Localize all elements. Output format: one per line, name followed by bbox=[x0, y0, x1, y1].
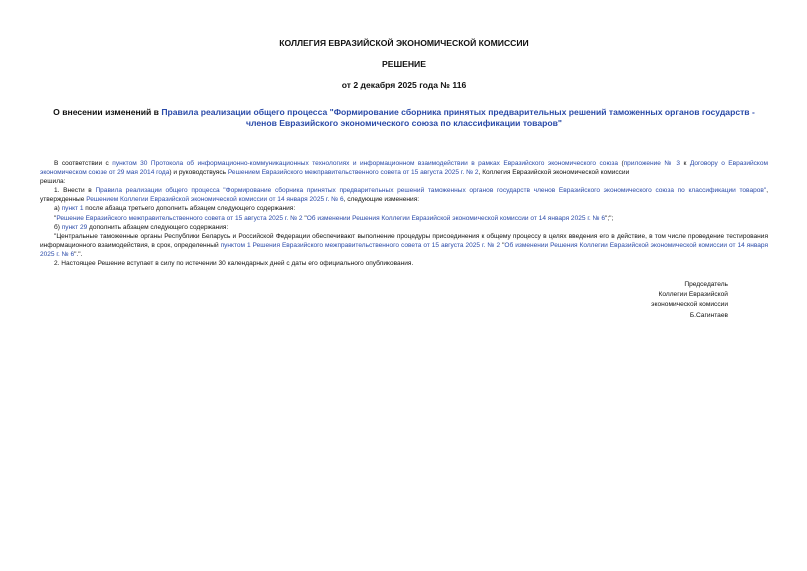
signature-org-line-2: экономической комиссии bbox=[651, 301, 728, 309]
item-a-text: а) bbox=[54, 205, 62, 213]
quote-a-text: ";"; bbox=[605, 214, 614, 222]
item-1-text: 1. Внести в bbox=[54, 187, 96, 195]
link-point-29[interactable]: пункт 29 bbox=[61, 223, 88, 231]
quote-b-text: "Центральные таможенные органы Республики Беларусь и Российской Федерации обеспечивают выполнение процедуры присоединения к общему процессу в целях введения его в действие, в том числе проведение тестирования информационного взаимодействия, в срок, определенный bbox=[40, 232, 768, 249]
decided-line: решила: bbox=[40, 178, 66, 186]
quote-b-text: " bbox=[500, 241, 505, 249]
issuing-authority: КОЛЛЕГИЯ ЕВРАЗИЙСКОЙ ЭКОНОМИЧЕСКОЙ КОМИССИИ bbox=[279, 38, 529, 48]
link-eaeu-treaty[interactable]: Договору о Евразийском экономическом союзе от 29 мая 2014 года bbox=[40, 160, 769, 177]
link-amend-decision-6-b[interactable]: Об изменении Решения Коллегии Евразийской экономической комиссии от 14 января 2025 г. № 6 bbox=[40, 241, 768, 258]
document-subject bbox=[40, 107, 768, 129]
signature-name: Б.Сагинтаев bbox=[689, 311, 728, 319]
subject-prefix: О внесении изменений в bbox=[53, 107, 162, 117]
subject-link-rules[interactable]: Правила реализации общего процесса "Формирование сборника принятых предварительных решений таможенных органов государств - членов Евразийского экономического союза по классификации товаров" bbox=[161, 107, 755, 128]
signature-org-line-1: Коллегии Евразийской bbox=[658, 291, 728, 299]
preamble-text: , Коллегия Евразийской экономической комиссии bbox=[478, 169, 630, 177]
document-body bbox=[40, 159, 768, 268]
quote-a-text: " bbox=[54, 214, 57, 222]
item-2-paragraph: 2. Настоящее Решение вступает в силу по истечении 30 календарных дней с даты его официального опубликования. bbox=[54, 260, 414, 268]
signature-block bbox=[651, 280, 728, 321]
link-council-decision-2-quote[interactable]: Решение Евразийского межправительственного совета от 15 августа 2025 г. № 2 bbox=[56, 214, 303, 222]
link-board-decision-6[interactable]: Решением Коллегии Евразийской экономической комиссии от 14 января 2025 г. № 6 bbox=[86, 196, 344, 204]
link-protocol-item-30[interactable]: пунктом 30 Протокола об информационно-коммуникационных технологиях и информационном взаимодействии в рамках Евразийского экономического союза bbox=[112, 160, 618, 167]
quote-a-paragraph bbox=[40, 214, 768, 223]
item-1-paragraph bbox=[40, 186, 768, 204]
preamble-text: В соответствии с bbox=[54, 160, 113, 167]
document-date-number: от 2 декабря 2025 года № 116 bbox=[341, 80, 467, 90]
item-a-text: после абзаца третьего дополнить абзацем следующего содержания: bbox=[83, 205, 296, 213]
item-a-paragraph bbox=[40, 204, 768, 213]
link-rules[interactable]: Правила реализации общего процесса "Формирование сборника принятых предварительных решений таможенных органов государств членов Евразийского экономического союза по классификации товаров" bbox=[95, 187, 767, 195]
link-annex-3[interactable]: приложение № 3 bbox=[623, 160, 681, 167]
document-type: РЕШЕНИЕ bbox=[382, 59, 426, 69]
quote-a-text: " bbox=[302, 214, 307, 222]
item-b-paragraph bbox=[40, 223, 768, 232]
preamble-text: ) и руководствуясь bbox=[169, 169, 228, 177]
signature-title: Председатель bbox=[684, 281, 728, 288]
preamble-paragraph bbox=[40, 159, 768, 177]
link-council-decision-2-point-1[interactable]: пунктом 1 Решения Евразийского межправительственного совета от 15 августа 2025 г. № 2 bbox=[220, 241, 501, 249]
link-amend-decision-6[interactable]: Об изменении Решения Коллегии Евразийской экономической комиссии от 14 января 2025 г. № 6 bbox=[306, 214, 606, 222]
link-council-decision-2[interactable]: Решением Евразийского межправительственного совета от 15 августа 2025 г. № 2 bbox=[227, 169, 479, 177]
preamble-text: к bbox=[680, 160, 690, 167]
link-point-1[interactable]: пункт 1 bbox=[61, 205, 84, 213]
preamble-text: ( bbox=[618, 160, 624, 167]
item-1-text: , следующие изменения: bbox=[343, 196, 420, 204]
item-b-text: б) bbox=[54, 223, 62, 231]
item-1-text: , утвержденные bbox=[40, 187, 769, 204]
quote-b-text: ".". bbox=[74, 250, 83, 258]
quote-b-paragraph bbox=[40, 232, 768, 259]
item-b-text: дополнить абзацем следующего содержания: bbox=[87, 223, 229, 231]
document-page bbox=[40, 0, 769, 319]
